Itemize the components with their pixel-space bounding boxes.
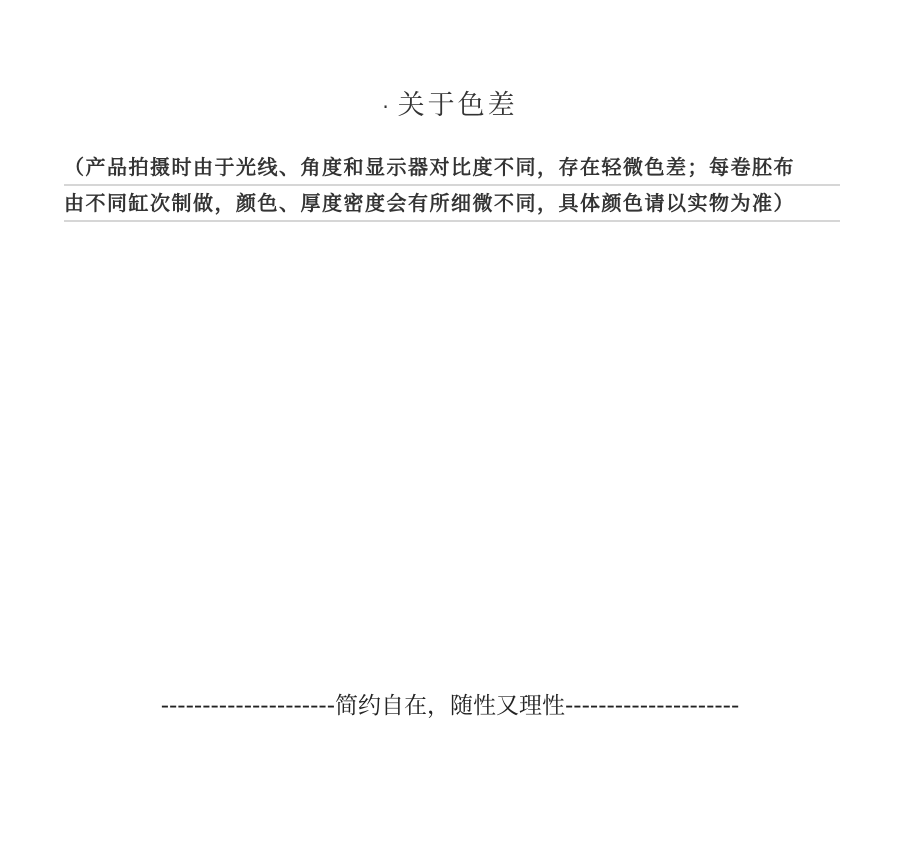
color-difference-notice bbox=[64, 150, 840, 222]
title-text: 关于色差 bbox=[397, 90, 518, 121]
slogan-text: 简约自在，随性又理性 bbox=[335, 693, 565, 719]
slogan-left-dashes: --------------------- bbox=[160, 693, 335, 719]
section-title bbox=[0, 86, 900, 127]
slogan bbox=[0, 688, 900, 724]
notice-line-1: （产品拍摄时由于光线、角度和显示器对比度不同，存在轻微色差；每卷胚布 bbox=[64, 150, 840, 186]
title-bullet: · bbox=[382, 94, 392, 119]
slogan-right-dashes: --------------------- bbox=[565, 693, 740, 719]
notice-line-2: 由不同缸次制做，颜色、厚度密度会有所细微不同，具体颜色请以实物为准） bbox=[64, 186, 840, 222]
